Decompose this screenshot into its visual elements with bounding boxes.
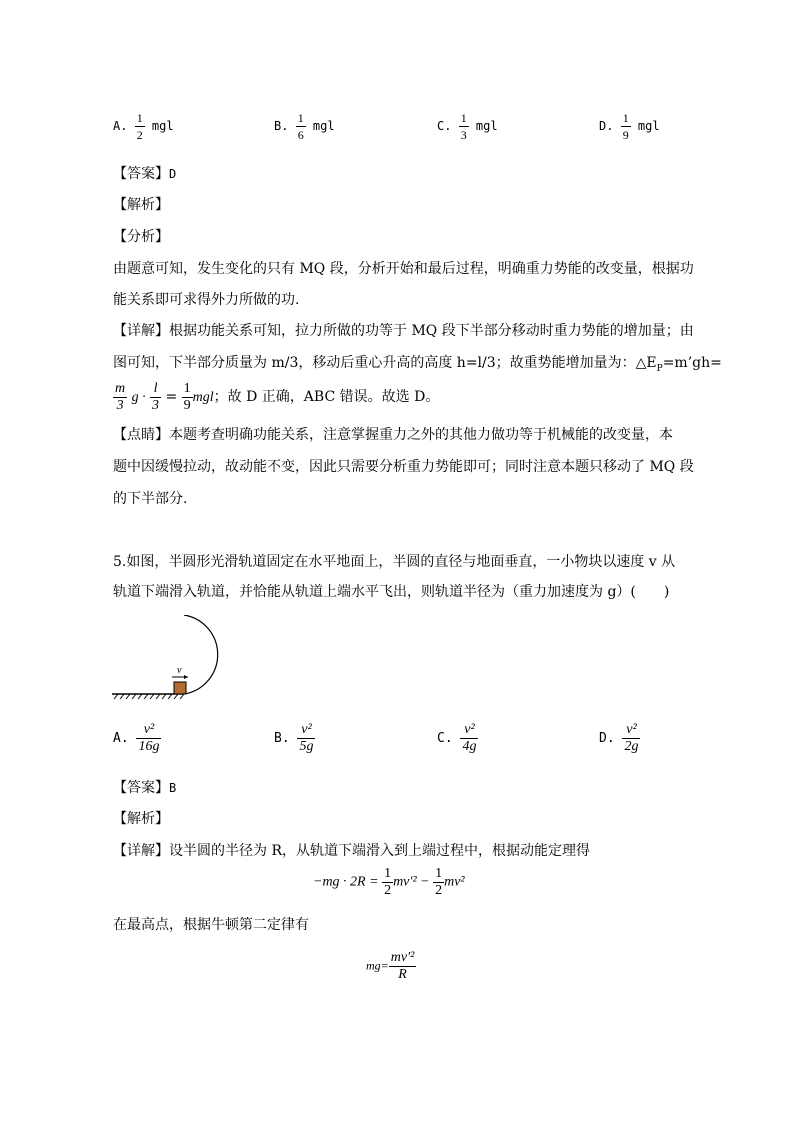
q5-equation-newton: mg= $\frac{\text{mv′²}}{R}$ — [366, 950, 415, 982]
q4-detail-line2: 图可知，下半部分质量为 m/3，移动后重心升高的高度 h=l/3；故重势能增加量为：$\triangle E_P=m’gh=$ — [113, 355, 722, 374]
q4-analysis-tag: 【解析】 — [113, 197, 169, 213]
q5-stem-line1: 5.如图，半圆形光滑轨道固定在水平地面上，半圆的直径与地面垂直，一小物块以速度 v 从 — [113, 554, 676, 570]
q5-option-a[interactable]: A. $\frac{\text{v²}}{16g}$ — [113, 722, 160, 754]
fraction: $\frac{m}{3}$ — [115, 380, 126, 413]
q4-fenxi-tag: 【分析】 — [113, 229, 169, 245]
fraction: $\frac{\text{v²}}{16g}$ — [138, 722, 160, 754]
fraction: $\frac{1}{9}$ — [622, 111, 629, 142]
fraction: $\frac{l}{3}$ — [152, 380, 160, 413]
fraction: $\frac{1}{2}$ — [136, 111, 143, 142]
q5-analysis-tag: 【解析】 — [113, 811, 169, 827]
fraction: $\frac{1}{2}$ — [435, 866, 443, 898]
q5-equation-energy: −mg · 2R = $\frac{1}{2}$ mv′² − $\frac{1}{2}$ mv² — [313, 866, 465, 898]
velocity-label: v — [177, 665, 182, 676]
q4-fenxi-line2: 能关系即可求得外力所做的功. — [113, 292, 300, 308]
q5-detail-line1: 【详解】设半圆的半径为 R，从轨道下端滑入到上端过程中，根据动能定理得 — [113, 843, 590, 859]
fraction: $\frac{1}{2}$ — [384, 866, 392, 898]
semicircle-track — [184, 615, 218, 694]
fraction: $\frac{1}{6}$ — [297, 111, 304, 142]
q5-stem-line2: 轨道下端滑入轨道，并恰能从轨道上端水平飞出，则轨道半径为（重力加速度为 g）( ) — [113, 584, 670, 600]
semicircle-track-figure — [110, 615, 240, 705]
q4-point-line2: 题中因缓慢拉动，故动能不变，因此只需要分析重力势能即可；同时注意本题只移动了 MQ 段 — [113, 459, 694, 475]
fraction: $\frac{1}{9}$ — [183, 380, 191, 413]
block — [174, 682, 186, 694]
q4-point-line3: 的下半部分. — [113, 491, 188, 507]
fraction: $\frac{\text{mv′²}}{R}$ — [390, 950, 415, 982]
fraction: $\frac{\text{v²}}{5g}$ — [299, 722, 314, 754]
arrow-head-icon — [184, 675, 188, 679]
q4-option-b[interactable]: B. $\frac{1}{6}$ mgl — [274, 111, 335, 142]
q4-point-line1: 【点睛】本题考查明确功能关系，注意掌握重力之外的其他力做功等于机械能的改变量，本 — [113, 427, 673, 443]
q4-detail-line1: 【详解】根据功能关系可知，拉力所做的功等于 MQ 段下半部分移动时重力势能的增加量；由 — [113, 323, 694, 339]
q4-answer: 【答案】D — [113, 166, 177, 182]
q5-answer: 【答案】B — [113, 780, 177, 796]
fraction: $\frac{1}{3}$ — [460, 111, 467, 142]
fraction: $\frac{\text{v²}}{2g}$ — [624, 722, 639, 754]
q4-option-d[interactable]: D. $\frac{1}{9}$ mgl — [599, 111, 660, 142]
q5-option-d[interactable]: D. $\frac{\text{v²}}{2g}$ — [599, 722, 639, 754]
q4-detail-equation: $\frac{m}{3}$ g · $\frac{l}{3}$ = $\frac{1}{9}$ mgl；故 D 正确，ABC 错误。故选 D。 — [115, 380, 440, 413]
q4-fenxi-line1: 由题意可知，发生变化的只有 MQ 段，分析开始和最后过程，明确重力势能的改变量，根据功 — [113, 261, 694, 277]
q4-option-c[interactable]: C. $\frac{1}{3}$ mgl — [437, 111, 498, 142]
q5-option-c[interactable]: C. $\frac{\text{v²}}{4g}$ — [437, 722, 477, 754]
fraction: $\frac{\text{v²}}{4g}$ — [462, 722, 477, 754]
q4-option-a[interactable]: A. $\frac{1}{2}$ mgl — [113, 111, 174, 142]
q5-option-b[interactable]: B. $\frac{\text{v²}}{5g}$ — [274, 722, 314, 754]
q5-line-top: 在最高点，根据牛顿第二定律有 — [113, 917, 309, 933]
